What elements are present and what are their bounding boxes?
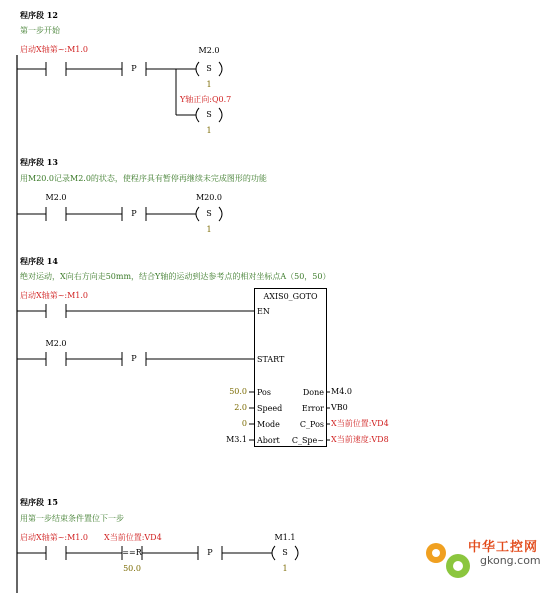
mode-value[interactable]: 0 bbox=[241, 419, 247, 428]
pos-value[interactable]: 50.0 bbox=[229, 387, 247, 396]
network12-comment: 第一步开始 bbox=[20, 26, 60, 35]
pin-pos: Pos bbox=[257, 388, 271, 397]
network15-coil-address: M1.1 bbox=[274, 533, 296, 542]
network13-rung bbox=[17, 207, 222, 221]
network15-rung bbox=[17, 546, 298, 560]
pin-cpos: C_Pos bbox=[299, 420, 324, 429]
network14-p-label: P bbox=[131, 354, 137, 363]
watermark-cn: 中华工控网 bbox=[468, 540, 539, 555]
pin-speed: Speed bbox=[257, 404, 283, 413]
network14-title: 程序段 14 bbox=[20, 256, 58, 266]
network15-contact-label: 启动X轴第~:M1.0 bbox=[20, 533, 89, 542]
abort-value[interactable]: M3.1 bbox=[226, 435, 247, 444]
network13-coil-type[interactable]: S bbox=[206, 209, 212, 218]
error-value[interactable]: VB0 bbox=[331, 403, 348, 412]
network12-coil1-count: 1 bbox=[206, 80, 212, 89]
network13-comment: 用M20.0记录M2.0的状态，使程序具有暂停再继续未完成图形的功能 bbox=[20, 174, 267, 183]
pin-cspe: C_Spe~ bbox=[291, 436, 324, 445]
network15-comment: 用第一步结束条件置位下一步 bbox=[20, 514, 124, 523]
network15-coil-type[interactable]: S bbox=[282, 548, 288, 557]
network13-p-label: P bbox=[131, 209, 137, 218]
watermark bbox=[418, 532, 548, 582]
network15-coil-count: 1 bbox=[282, 564, 288, 573]
network12-coil2-type[interactable]: S bbox=[206, 110, 212, 119]
speed-value[interactable]: 2.0 bbox=[234, 403, 247, 412]
network15-compare-label: X当前位置:VD4 bbox=[104, 533, 162, 542]
network15-title: 程序段 15 bbox=[20, 497, 58, 507]
network12-coil2-label: Y轴正向:Q0.7 bbox=[180, 95, 232, 104]
network12-title: 程序段 12 bbox=[20, 10, 58, 20]
network13-title: 程序段 13 bbox=[20, 157, 58, 167]
network13-coil-count: 1 bbox=[206, 225, 212, 234]
network12-coil1-address: M2.0 bbox=[198, 46, 220, 55]
network12-p-label: P bbox=[131, 64, 137, 73]
pin-start: START bbox=[257, 355, 285, 364]
cspe-value[interactable]: X当前速度:VD8 bbox=[331, 435, 389, 444]
pin-abort: Abort bbox=[257, 436, 280, 445]
block-name: AXIS0_GOTO bbox=[263, 292, 318, 301]
pin-en: EN bbox=[257, 307, 270, 316]
network15-p-label: P bbox=[207, 548, 213, 557]
pin-mode: Mode bbox=[257, 420, 280, 429]
network13-coil-address: M20.0 bbox=[195, 193, 222, 202]
cpos-value[interactable]: X当前位置:VD4 bbox=[331, 419, 389, 428]
done-value[interactable]: M4.0 bbox=[331, 387, 352, 396]
network14-contact1-label: 启动X轴第~:M1.0 bbox=[20, 291, 89, 300]
pin-error: Error bbox=[301, 404, 324, 413]
network15-compare-operator[interactable]: ==R bbox=[122, 548, 142, 557]
network12-coil1-type[interactable]: S bbox=[206, 64, 212, 73]
network12-contact-label: 启动X轴第~:M1.0 bbox=[20, 45, 89, 54]
pin-done: Done bbox=[302, 388, 324, 397]
network14-contact2-label: M2.0 bbox=[45, 339, 67, 348]
watermark-en: gkong.com bbox=[480, 554, 541, 567]
network12-rung bbox=[17, 62, 196, 115]
network12-coil2-count: 1 bbox=[206, 126, 212, 135]
network15-compare-value[interactable]: 50.0 bbox=[123, 564, 141, 573]
network13-contact-label: M2.0 bbox=[45, 193, 67, 202]
network14-comment: 绝对运动，X向右方向走50mm，结合Y轴的运动到达参考点的相对坐标点A（50，50） bbox=[20, 272, 331, 281]
axis-goto-block[interactable] bbox=[254, 288, 327, 447]
